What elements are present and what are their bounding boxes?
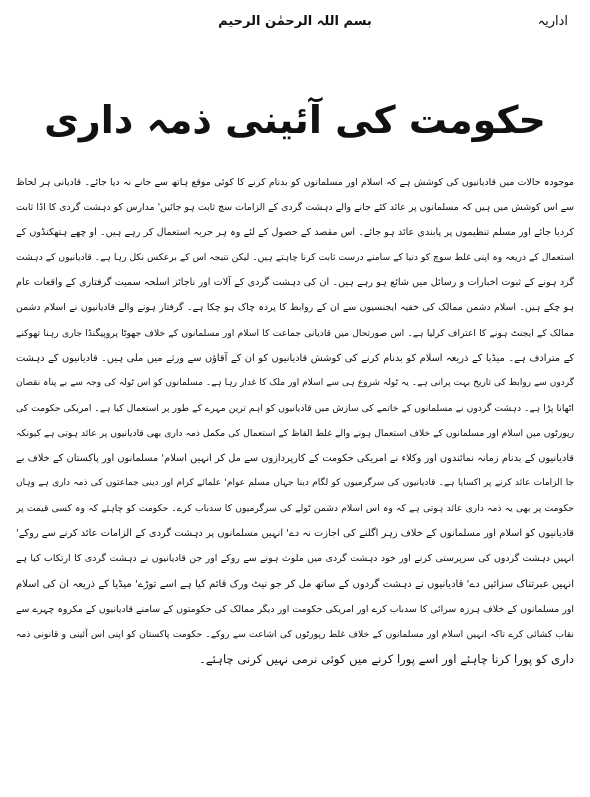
body-line: استعمال کے ذریعہ وہ اپنی غلط سوچ کو دنیا کے سامنے درست ثابت کرنا چاہتے ہیں۔ لیکن نتیجہ اس کے برعکس نکل رہا ہے۔ قادیانیوں کے دہشت [16, 252, 574, 264]
body-line: حکومت پر بھی یہ ذمہ داری عائد ہوتی ہے کہ وہ اس اسلام دشمن ٹولے کی سرگرمیوں کا سدباب کرے۔ حکومت کو چاہئے کہ وہ کسی قیمت پر [16, 503, 574, 515]
body-line: انہیں دہشت گردوں کی سرپرستی کرنے اور خود دہشت گردی میں ملوث ہونے سے روکے اور جن قادیانیوں نے دہشت گردی کا ارتکاب کیا ہے [16, 553, 574, 565]
page-header [0, 12, 590, 36]
body-line: انہیں عبرتناک سزائیں دے' قادیانیوں نے دہشت گردوں کے ساتھ مل کر جو نیٹ ورک قائم کیا ہے اسے توڑے' میڈیا کے ذریعہ ان کی اسلام [16, 578, 574, 590]
body-line: جا الزامات عائد کرنے پر اکسایا ہے۔ قادیانیوں کی سرگرمیوں کو لگام دینا جہاں مسلم عوام' علمائے کرام اور دینی جماعتوں کی ذمہ داری ہے وہاں [16, 478, 574, 489]
body-line: ہو چکے ہیں۔ اسلام دشمن ممالک کی خفیہ ایجنسیوں سے ان کے روابط کا پردہ چاک ہو چکا ہے۔ گرفتار ہونے والے قادیانیوں نے اسلام دشمن [16, 302, 574, 314]
body-line: نقاب کشائی کرے تاکہ انہیں اسلام اور مسلمانوں کے خلاف غلط رپورٹوں کی اشاعت سے روکے۔ حکومت پاکستان کو اپنی اس آئینی و قانونی ذمہ [16, 628, 574, 640]
body-line: موجودہ حالات میں قادیانیوں کی کوشش ہے کہ اسلام اور مسلمانوں کو بدنام کرنے کا کوئی موقع ہاتھ سے جانے نہ دیا جائے۔ قادیانی ہر لحاظ [16, 177, 574, 188]
body-line: رپورٹوں میں اسلام اور مسلمانوں کے خلاف استعمال ہونے والے غلط الفاظ کے استعمال کی مکمل ذمہ داری بھی قادیانیوں پر عائد ہوتی ہے کیونکہ [16, 427, 574, 439]
body-line: اٹھانا پڑا ہے۔ دہشت گردوں نے مسلمانوں کے خاتمے کی سازش میں قادیانیوں کو اہم ترین مہرے کے طور پر استعمال کیا ہے۔ امریکی حکومت کی [16, 402, 574, 414]
body-line: ممالک کے ایجنٹ ہونے کا اعتراف کرلیا ہے۔ اس صورتحال میں قادیانی جماعت کا اسلام اور مسلمانوں کے خلاف جھوٹا پروپیگنڈا جاری رہنا تھوکنے [16, 327, 574, 339]
body-line: کے مترادف ہے۔ میڈیا کے ذریعہ اسلام کو بدنام کرنے کی کوشش قادیانیوں کو ان کے آقاؤں سے ورثے میں ملی ہیں۔ قادیانیوں کے دہشت [16, 352, 574, 364]
section-label: اداریہ [537, 14, 568, 29]
article-title: حکومت کی آئینی ذمہ داری [44, 98, 546, 142]
body-line: اور مسلمانوں کے خلاف ہرزہ سرائی کا سدباب کرے اور امریکی حکومت اور دیگر ممالک کی حکومتوں کے سامنے قادیانیوں کے مکروہ چہرے سے [16, 603, 574, 615]
body-line: کردیا جائے اور مسلم تنظیموں پر پابندی عائد ہو جائے۔ اس مقصد کے حصول کے لئے وہ ہر حربہ استعمال کر رہے ہیں۔ او چھے ہتھکنڈوں کے [16, 227, 574, 239]
body-line: گردوں سے روابط کی تاریخ بہت پرانی ہے۔ یہ ٹولہ شروع ہی سے اسلام اور ملک کا غدار رہا ہے۔ مسلمانوں کو اس ٹولہ کی وجہ سے بے پناہ نقصان [16, 377, 574, 388]
body-line: قادیانیوں کے بدنام زمانہ نمائندوں اور وکلاء نے امریکی حکومت کے کارپردازوں سے مل کر انہیں اسلام' مسلمانوں اور پاکستان کے خلاف بے [16, 453, 574, 465]
body-line: سے اس کوشش میں ہیں کہ مسلمانوں پر عائد کئے جانے والے دہشت گردی کے الزامات سچ ثابت ہو جائیں' مدارس کو دہشت گردی کا اڈا ثابت [16, 202, 574, 214]
body-line: گرد ہونے کے ثبوت اخبارات و رسائل میں شائع ہو رہے ہیں۔ ان کی دہشت گردی کے آلات اور ناجائز اسلحہ سمیت گرفتاری کے واقعات عام [16, 277, 574, 289]
article-body [16, 170, 574, 672]
body-line: قادیانیوں کو اسلام اور مسلمانوں کے خلاف زہر اگلنے کی اجازت نہ دے' انہیں مسلمانوں پر دہشت گردی کے الزامات عائد کرنے سے روکے' [16, 528, 574, 540]
body-line: داری کو پورا کرنا چاہئے اور اسے پورا کرنے میں کوئی نرمی نہیں کرنی چاہئے۔ [199, 651, 574, 666]
bismillah-heading: بسم اللہ الرحمٰن الرحیم [218, 14, 372, 29]
